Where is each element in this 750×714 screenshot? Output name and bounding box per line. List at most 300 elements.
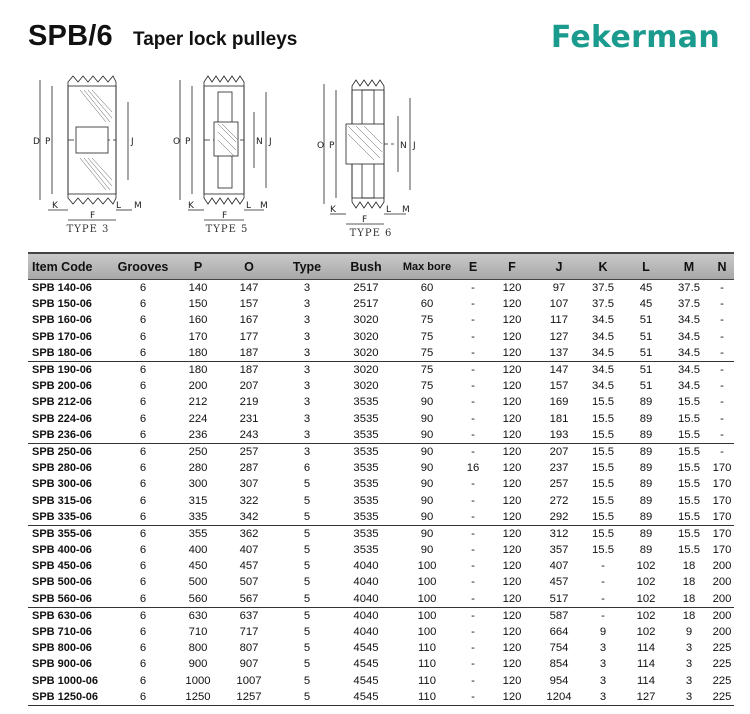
- table-cell: 207: [536, 443, 582, 460]
- table-row: [28, 280, 734, 297]
- table-cell: 140: [176, 280, 220, 297]
- table-cell: 3: [303, 396, 311, 409]
- table-cell: 6: [139, 396, 147, 409]
- table-cell: 400: [188, 544, 208, 557]
- table-cell: 120: [502, 346, 522, 359]
- table-cell: 450: [188, 560, 208, 573]
- col-header-item-code: Item Code: [28, 253, 110, 280]
- table-cell: 1250: [176, 689, 220, 706]
- table-cell: 5: [303, 560, 311, 573]
- table-cell: 114: [636, 658, 655, 671]
- col-header-f: F: [488, 253, 536, 280]
- table-cell: 89: [639, 510, 653, 523]
- table-cell: 127: [624, 689, 668, 706]
- table-cell: 120: [502, 298, 522, 311]
- table-cell: 243: [239, 428, 259, 441]
- table-cell: 90: [420, 478, 434, 491]
- table-cell: 15.5: [582, 525, 624, 542]
- table-cell: -: [471, 314, 475, 327]
- table-cell: 200: [712, 626, 732, 639]
- table-cell: 1007: [236, 674, 262, 687]
- table-cell: 147: [220, 280, 278, 297]
- table-cell: 4545: [336, 689, 396, 706]
- table-cell: 100: [417, 560, 437, 573]
- table-cell: 180: [176, 361, 220, 378]
- table-cell: 507: [239, 576, 259, 589]
- svg-text:M: M: [402, 205, 410, 215]
- table-cell: -: [471, 642, 475, 655]
- table-cell: 272: [549, 494, 569, 507]
- table-cell: 6: [139, 462, 147, 475]
- table-cell: 3020: [353, 330, 379, 343]
- table-cell: 315: [188, 494, 208, 507]
- table-cell: 107: [549, 298, 569, 311]
- table-row: [28, 312, 734, 328]
- table-cell: -: [471, 380, 475, 393]
- table-cell: 120: [502, 576, 522, 589]
- table-cell: 90: [396, 525, 458, 542]
- col-header-l: L: [624, 253, 668, 280]
- table-cell: 219: [239, 396, 259, 409]
- table-cell: 257: [549, 478, 569, 491]
- table-cell: 15.5: [582, 443, 624, 460]
- item-code-cell: SPB 450-06: [32, 560, 92, 573]
- table-cell: 51: [639, 330, 653, 343]
- table-row: [28, 460, 734, 476]
- table-cell: 907: [239, 658, 259, 671]
- svg-text:M: M: [260, 201, 268, 211]
- table-cell: 224: [188, 412, 208, 425]
- table-cell: 120: [502, 544, 522, 557]
- table-cell: 75: [420, 346, 434, 359]
- table-cell: 75: [420, 330, 434, 343]
- table-cell: 90: [420, 428, 434, 441]
- table-cell: 15.5: [678, 428, 700, 441]
- table-cell: 3: [685, 658, 693, 671]
- table-cell: 3: [582, 689, 624, 706]
- item-code-cell: SPB 500-06: [32, 576, 92, 589]
- table-cell: 34.5: [592, 330, 614, 343]
- table-row: [28, 574, 734, 590]
- table-cell: 120: [502, 592, 522, 605]
- table-cell: 102: [624, 607, 668, 624]
- drawing-type-3: [28, 72, 148, 242]
- table-cell: 110: [396, 689, 458, 706]
- svg-text:P: P: [45, 137, 51, 147]
- table-cell: 3020: [336, 361, 396, 378]
- table-cell: 3: [303, 314, 311, 327]
- table-cell: 587: [536, 607, 582, 624]
- table-cell: -: [720, 412, 724, 425]
- table-row: [28, 394, 734, 410]
- table-cell: 34.5: [592, 380, 614, 393]
- table-cell: -: [471, 412, 475, 425]
- table-cell: 150: [188, 298, 208, 311]
- table-cell: 3: [278, 280, 336, 297]
- table-cell: 60: [396, 280, 458, 297]
- table-cell: -: [471, 298, 475, 311]
- table-cell: 6: [139, 428, 147, 441]
- table-cell: 97: [536, 280, 582, 297]
- table-cell: 207: [239, 380, 259, 393]
- item-code-cell: SPB 140-06: [28, 280, 110, 297]
- table-cell: -: [710, 280, 734, 297]
- table-cell: 15.5: [678, 478, 700, 491]
- table-cell: 120: [502, 560, 522, 573]
- col-header-m: M: [668, 253, 710, 280]
- table-row: [28, 542, 734, 558]
- table-cell: 51: [639, 346, 653, 359]
- table-cell: 3: [599, 658, 607, 671]
- svg-text:P: P: [329, 141, 335, 151]
- table-cell: 120: [502, 380, 522, 393]
- table-cell: 100: [396, 607, 458, 624]
- table-cell: 89: [639, 478, 653, 491]
- table-cell: 457: [549, 576, 569, 589]
- table-cell: 187: [239, 346, 259, 359]
- table-cell: 170: [712, 544, 732, 557]
- spec-table-container: [28, 252, 734, 706]
- table-cell: 120: [502, 396, 522, 409]
- table-cell: 89: [624, 443, 668, 460]
- table-cell: 6: [139, 544, 147, 557]
- table-cell: 120: [502, 674, 522, 687]
- type-5-drawing-icon: [172, 72, 282, 222]
- table-cell: 3: [303, 412, 311, 425]
- table-cell: 170: [712, 462, 732, 475]
- col-header-grooves: Grooves: [110, 253, 176, 280]
- table-cell: 517: [549, 592, 569, 605]
- svg-text:N: N: [256, 137, 263, 147]
- table-header-row: [28, 253, 734, 280]
- table-cell: 3: [278, 361, 336, 378]
- item-code-cell: SPB 200-06: [32, 380, 92, 393]
- drawing-type-6: [316, 76, 426, 246]
- table-cell: 9: [685, 626, 693, 639]
- table-cell: 212: [188, 396, 208, 409]
- table-cell: -: [720, 330, 724, 343]
- table-cell: 34.5: [678, 380, 700, 393]
- svg-text:N: N: [400, 141, 407, 151]
- table-cell: 6: [139, 626, 147, 639]
- table-cell: 357: [549, 544, 569, 557]
- col-header-type: Type: [278, 253, 336, 280]
- svg-text:O: O: [173, 137, 181, 147]
- table-cell: 257: [220, 443, 278, 460]
- svg-text:D: D: [33, 137, 40, 147]
- table-row: [28, 443, 734, 460]
- table-cell: 664: [549, 626, 569, 639]
- table-cell: 5: [303, 478, 311, 491]
- table-row: [28, 525, 734, 542]
- col-header-k: K: [582, 253, 624, 280]
- table-cell: 225: [712, 642, 732, 655]
- table-row: [28, 656, 734, 672]
- table-cell: 231: [239, 412, 259, 425]
- table-cell: -: [458, 525, 488, 542]
- table-cell: 225: [712, 658, 732, 671]
- item-code-cell: SPB 1250-06: [28, 689, 110, 706]
- table-cell: 307: [239, 478, 259, 491]
- table-cell: 89: [639, 494, 653, 507]
- drawing-type-5: [172, 72, 282, 242]
- table-cell: 51: [639, 314, 653, 327]
- table-row: [28, 689, 734, 706]
- table-cell: 34.5: [582, 361, 624, 378]
- table-cell: 3535: [353, 412, 379, 425]
- table-cell: 120: [502, 478, 522, 491]
- table-row: [28, 345, 734, 362]
- table-cell: -: [471, 658, 475, 671]
- col-header-o: O: [220, 253, 278, 280]
- table-cell: 312: [536, 525, 582, 542]
- svg-text:K: K: [188, 201, 194, 211]
- table-cell: -: [601, 576, 605, 589]
- table-cell: 322: [239, 494, 259, 507]
- table-cell: 45: [624, 280, 668, 297]
- svg-text:K: K: [330, 205, 336, 215]
- table-cell: 6: [110, 280, 176, 297]
- table-cell: 6: [139, 576, 147, 589]
- table-cell: 6: [110, 689, 176, 706]
- svg-text:J: J: [269, 137, 272, 147]
- table-cell: 120: [502, 510, 522, 523]
- table-cell: -: [471, 478, 475, 491]
- svg-text:L: L: [386, 205, 392, 215]
- table-cell: 169: [549, 396, 569, 409]
- item-code-cell: SPB 236-06: [32, 428, 92, 441]
- table-cell: 200: [712, 592, 732, 605]
- table-cell: 60: [420, 298, 434, 311]
- table-cell: 15.5: [678, 396, 700, 409]
- table-cell: -: [471, 330, 475, 343]
- table-row: [28, 624, 734, 640]
- table-cell: 236: [188, 428, 208, 441]
- table-cell: 6: [139, 592, 147, 605]
- table-cell: 37.5: [668, 280, 710, 297]
- table-cell: 147: [536, 361, 582, 378]
- item-code-cell: SPB 710-06: [32, 626, 92, 639]
- table-cell: -: [471, 494, 475, 507]
- table-cell: 5: [303, 494, 311, 507]
- table-cell: 15.5: [678, 462, 700, 475]
- table-cell: 954: [549, 674, 569, 687]
- table-cell: 6: [139, 642, 147, 655]
- table-cell: 15.5: [668, 443, 710, 460]
- table-cell: 5: [303, 626, 311, 639]
- table-cell: 127: [549, 330, 569, 343]
- table-cell: 110: [417, 642, 436, 655]
- table-cell: 15.5: [592, 478, 614, 491]
- item-code-cell: SPB 900-06: [32, 658, 92, 671]
- table-cell: 250: [176, 443, 220, 460]
- svg-text:O: O: [317, 141, 325, 151]
- table-cell: 102: [636, 592, 656, 605]
- table-cell: 18: [682, 592, 696, 605]
- table-cell: 120: [502, 658, 522, 671]
- table-cell: 177: [239, 330, 259, 343]
- table-cell: 34.5: [668, 361, 710, 378]
- item-code-cell: SPB 1000-06: [32, 674, 99, 687]
- table-cell: 3535: [336, 525, 396, 542]
- table-cell: 5: [303, 674, 311, 687]
- table-cell: 120: [488, 280, 536, 297]
- brand-logo: Fekerman: [550, 20, 720, 55]
- table-cell: 170: [188, 330, 208, 343]
- table-cell: -: [720, 298, 724, 311]
- table-cell: -: [458, 689, 488, 706]
- table-cell: 3020: [353, 314, 379, 327]
- svg-text:J: J: [413, 141, 416, 151]
- table-cell: 18: [682, 560, 696, 573]
- table-cell: 3: [303, 330, 311, 343]
- table-cell: 6: [110, 443, 176, 460]
- table-cell: 3: [303, 298, 311, 311]
- table-cell: 4040: [353, 626, 379, 639]
- table-cell: 3: [668, 689, 710, 706]
- table-cell: 34.5: [678, 346, 700, 359]
- table-cell: 200: [712, 576, 732, 589]
- table-cell: -: [458, 361, 488, 378]
- table-cell: 15.5: [592, 494, 614, 507]
- table-cell: 6: [139, 330, 147, 343]
- table-cell: -: [471, 428, 475, 441]
- col-header-n: N: [710, 253, 734, 280]
- table-cell: 355: [176, 525, 220, 542]
- table-cell: 6: [139, 494, 147, 507]
- table-cell: 6: [139, 510, 147, 523]
- svg-text:L: L: [116, 201, 122, 211]
- table-cell: -: [471, 346, 475, 359]
- table-cell: 407: [239, 544, 259, 557]
- table-cell: 114: [636, 674, 655, 687]
- item-code-cell: SPB 560-06: [32, 592, 92, 605]
- table-cell: 5: [278, 607, 336, 624]
- table-cell: 75: [420, 314, 434, 327]
- table-cell: 120: [502, 494, 522, 507]
- table-cell: -: [601, 592, 605, 605]
- table-cell: 170: [712, 478, 732, 491]
- item-code-cell: SPB 300-06: [32, 478, 92, 491]
- table-cell: 89: [639, 412, 653, 425]
- table-cell: 110: [417, 658, 436, 671]
- table-cell: 120: [502, 428, 522, 441]
- table-cell: -: [458, 607, 488, 624]
- table-cell: 187: [220, 361, 278, 378]
- table-cell: 3020: [353, 380, 379, 393]
- table-cell: -: [710, 443, 734, 460]
- page-title: SPB/6: [28, 20, 113, 52]
- table-cell: 34.5: [678, 330, 700, 343]
- type-3-caption: TYPE 3: [66, 224, 110, 235]
- table-cell: 15.5: [592, 396, 614, 409]
- table-cell: 170: [710, 525, 734, 542]
- table-cell: 1204: [536, 689, 582, 706]
- table-cell: 3: [303, 346, 311, 359]
- table-cell: 5: [303, 658, 311, 671]
- table-cell: -: [720, 346, 724, 359]
- technical-drawings: [0, 70, 750, 250]
- table-cell: 5: [303, 510, 311, 523]
- table-cell: -: [471, 396, 475, 409]
- table-cell: 4545: [353, 642, 379, 655]
- item-code-cell: SPB 280-06: [32, 462, 92, 475]
- table-row: [28, 492, 734, 508]
- table-cell: -: [720, 428, 724, 441]
- table-cell: 180: [188, 346, 208, 359]
- table-cell: 5: [278, 689, 336, 706]
- table-row: [28, 411, 734, 427]
- table-cell: 4545: [353, 674, 379, 687]
- table-cell: -: [471, 674, 475, 687]
- table-cell: 4040: [353, 576, 379, 589]
- table-cell: -: [582, 607, 624, 624]
- item-code-cell: SPB 150-06: [32, 298, 92, 311]
- table-cell: 75: [420, 380, 434, 393]
- table-cell: 167: [239, 314, 259, 327]
- table-cell: 34.5: [678, 314, 700, 327]
- table-cell: 3: [599, 674, 607, 687]
- table-cell: 3: [599, 642, 607, 655]
- table-cell: 3: [303, 380, 311, 393]
- table-row: [28, 361, 734, 378]
- table-cell: 3535: [353, 478, 379, 491]
- table-cell: 89: [639, 462, 653, 475]
- type-3-drawing-icon: [28, 72, 148, 222]
- table-cell: 3: [685, 642, 693, 655]
- table-row: [28, 558, 734, 574]
- table-row: [28, 509, 734, 526]
- table-cell: 807: [239, 642, 259, 655]
- table-cell: 102: [636, 576, 656, 589]
- table-cell: 335: [188, 510, 208, 523]
- table-cell: 157: [239, 298, 259, 311]
- table-cell: 90: [396, 443, 458, 460]
- table-cell: 292: [549, 510, 569, 523]
- table-cell: 630: [176, 607, 220, 624]
- table-cell: 120: [488, 607, 536, 624]
- table-cell: 4040: [353, 592, 379, 605]
- table-cell: -: [471, 560, 475, 573]
- table-row: [28, 607, 734, 624]
- table-cell: -: [471, 592, 475, 605]
- table-row: [28, 329, 734, 345]
- table-cell: 100: [417, 592, 437, 605]
- table-cell: 110: [417, 674, 436, 687]
- item-code-cell: SPB 212-06: [32, 396, 92, 409]
- table-cell: 710: [188, 626, 208, 639]
- table-cell: 120: [502, 626, 522, 639]
- spec-table: [28, 252, 734, 706]
- table-cell: 637: [220, 607, 278, 624]
- table-row: [28, 296, 734, 312]
- table-cell: 90: [420, 544, 434, 557]
- table-cell: 137: [549, 346, 569, 359]
- table-cell: 3: [303, 428, 311, 441]
- table-cell: 3020: [353, 346, 379, 359]
- table-cell: 170: [712, 494, 732, 507]
- table-cell: 6: [139, 412, 147, 425]
- table-cell: 160: [188, 314, 208, 327]
- table-row: [28, 427, 734, 444]
- table-cell: 89: [624, 525, 668, 542]
- table-cell: 3535: [353, 494, 379, 507]
- table-cell: 193: [549, 428, 569, 441]
- table-cell: 6: [139, 674, 147, 687]
- table-cell: 15.5: [668, 525, 710, 542]
- table-cell: 120: [488, 361, 536, 378]
- svg-text:K: K: [52, 201, 58, 211]
